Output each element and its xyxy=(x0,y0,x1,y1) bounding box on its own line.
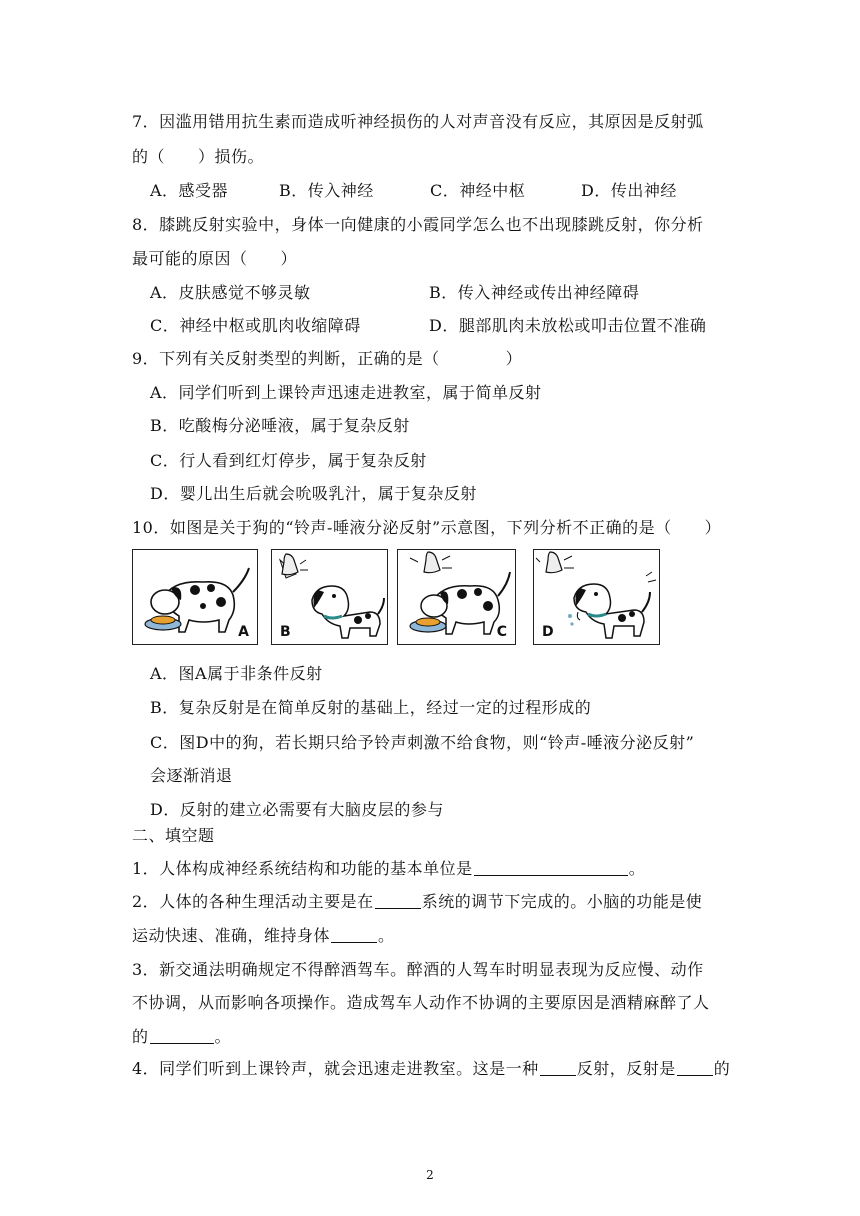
q8-option-b: B．传入神经或传出神经障碍 xyxy=(429,283,640,302)
q10-option-c: C．图D中的狗，若长期只给予铃声刺激不给食物，则“铃声-唾液分泌反射” xyxy=(150,733,695,752)
q8-option-d: D．腿部肌肉未放松或叩击位置不准确 xyxy=(429,316,707,335)
fill-q2-text-c: 运动快速、准确，维持身体 xyxy=(132,926,331,945)
fill-q3-line2: 不协调，从而影响各项操作。造成驾车人动作不协调的主要原因是酒精麻醉了人 xyxy=(132,993,710,1012)
fill-q3-line1: 3．新交通法明确规定不得醉酒驾车。醉酒的人驾车时明显表现为反应慢、动作 xyxy=(132,960,704,979)
fill-q1 xyxy=(132,859,645,879)
q7-option-a: A．感受器 xyxy=(150,181,229,200)
q9-option-a: A．同学们听到上课铃声迅速走进教室，属于简单反射 xyxy=(150,383,542,402)
q8-stem-line1: 8．膝跳反射实验中，身体一向健康的小霞同学怎么也不出现膝跳反射，你分析 xyxy=(132,215,704,234)
q10-figure xyxy=(132,549,662,647)
section-title-fill-in: 二、填空题 xyxy=(132,826,215,845)
fill-q3-text-c: 的 xyxy=(132,1027,149,1046)
q7-option-b: B．传入神经 xyxy=(279,181,374,200)
fill-q1-end: 。 xyxy=(628,859,646,878)
q10-stem: 10．如图是关于狗的“铃声-唾液分泌反射”示意图，下列分析不正确的是（ ） xyxy=(132,518,722,537)
fill-q4-line1 xyxy=(132,1059,730,1079)
q7-options xyxy=(0,181,860,201)
q8-options-row2 xyxy=(0,316,860,336)
q9-option-d: D．婴儿出生后就会吮吸乳汁，属于复杂反射 xyxy=(150,484,477,503)
page-number: 2 xyxy=(426,1168,434,1182)
fill-q2-end: 。 xyxy=(378,926,395,945)
fill-q1-blank[interactable] xyxy=(474,859,628,876)
q8-option-c: C．神经中枢或肌肉收缩障碍 xyxy=(150,316,361,335)
panel-label-a: A xyxy=(238,624,249,640)
q8-stem-line2: 最可能的原因（ ） xyxy=(132,249,298,268)
fill-q2-line2 xyxy=(132,926,395,946)
q8-options-row1 xyxy=(0,283,860,303)
fill-q2-line1 xyxy=(132,892,702,912)
fill-q4-text-c: 的 xyxy=(713,1059,731,1078)
figure-panel-d xyxy=(533,549,660,645)
q8-option-a: A．皮肤感觉不够灵敏 xyxy=(150,283,311,302)
fill-q3-blank[interactable] xyxy=(150,1027,214,1044)
q7-stem-line2: 的（ ）损伤。 xyxy=(132,147,265,166)
panel-label-b: B xyxy=(280,624,291,640)
fill-q4-text-b: 反射，反射是 xyxy=(576,1059,676,1078)
fill-q2-text-b: 系统的调节下完成的。小脑的功能是使 xyxy=(421,892,703,911)
fill-q2-text-a: 2．人体的各种生理活动主要是在 xyxy=(132,892,374,911)
q10-option-d: D．反射的建立必需要有大脑皮层的参与 xyxy=(150,800,444,819)
q7-option-c: C．神经中枢 xyxy=(430,181,526,200)
fill-q3-line3 xyxy=(132,1027,231,1047)
figure-panel-a xyxy=(132,549,258,645)
fill-q3-end: 。 xyxy=(214,1027,232,1046)
fill-q4-text-a: 4．同学们听到上课铃声，就会迅速走进教室。这是一种 xyxy=(132,1059,539,1078)
fill-q4-blank-1[interactable] xyxy=(540,1059,576,1076)
q7-option-d: D．传出神经 xyxy=(581,181,677,200)
q10-option-c-cont: 会逐渐消退 xyxy=(150,766,233,785)
fill-q2-blank-1[interactable] xyxy=(375,892,421,909)
fill-q4-blank-2[interactable] xyxy=(677,1059,713,1076)
q9-option-b: B．吃酸梅分泌唾液，属于复杂反射 xyxy=(150,416,410,435)
fill-q1-text: 1．人体构成神经系统结构和功能的基本单位是 xyxy=(132,859,473,878)
q10-option-a: A．图A属于非条件反射 xyxy=(150,664,323,683)
fill-q2-blank-2[interactable] xyxy=(331,926,377,943)
q10-option-b: B．复杂反射是在简单反射的基础上，经过一定的过程形成的 xyxy=(150,698,592,717)
figure-panel-c xyxy=(397,549,516,645)
panel-label-d: D xyxy=(542,624,554,640)
q9-stem: 9．下列有关反射类型的判断，正确的是（ ） xyxy=(132,349,523,368)
q9-option-c: C．行人看到红灯停步，属于复杂反射 xyxy=(150,451,427,470)
figure-panel-b xyxy=(271,549,388,645)
q7-stem-line1: 7．因滥用错用抗生素而造成听神经损伤的人对声音没有反应，其原因是反射弧 xyxy=(132,112,704,131)
panel-label-c: C xyxy=(496,624,507,640)
